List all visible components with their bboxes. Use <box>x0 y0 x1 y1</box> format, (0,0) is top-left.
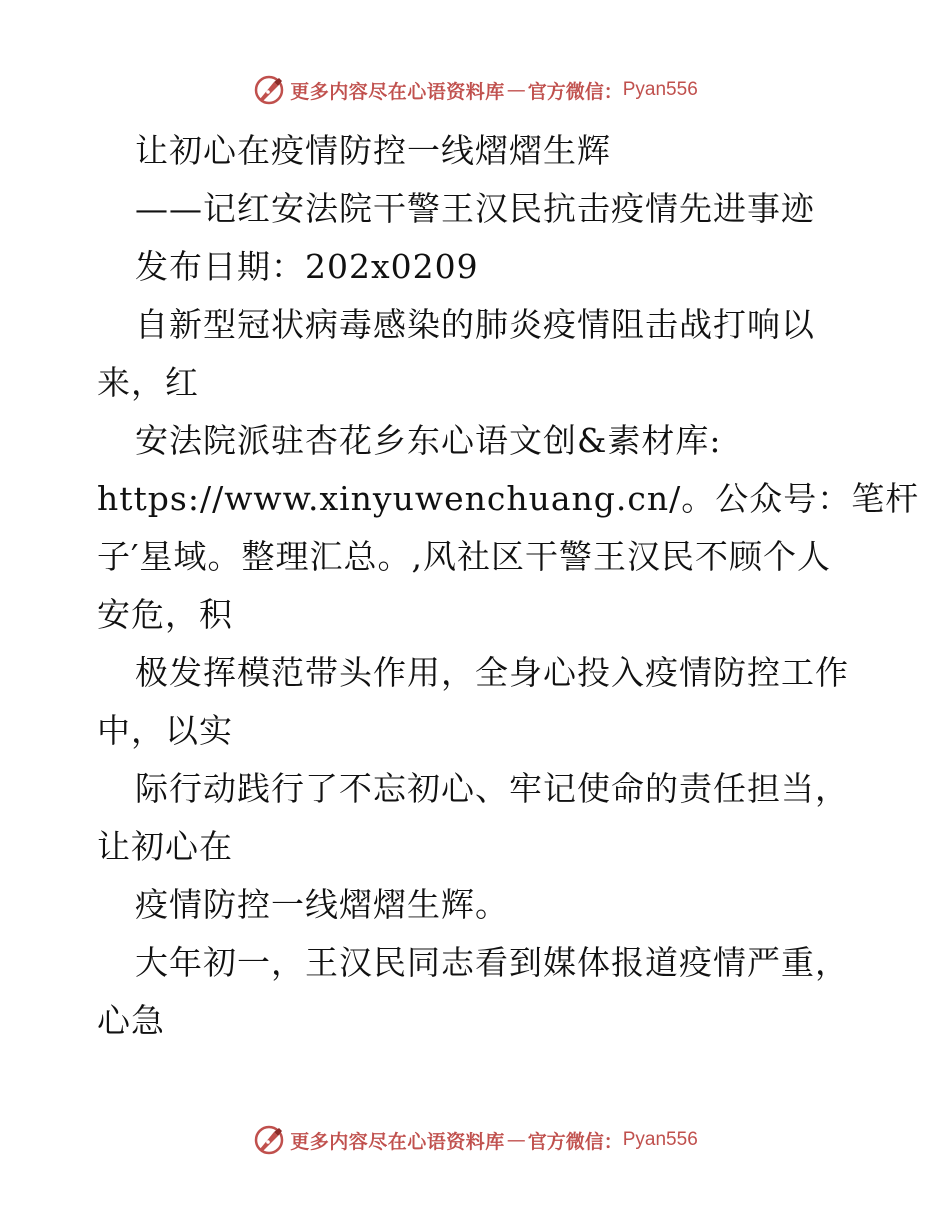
document-body <box>97 122 920 1050</box>
pen-nib-logo-icon <box>252 1123 286 1157</box>
banner-wechat-id: Pyan556 <box>622 1129 698 1150</box>
doc-line-16: 心急 <box>97 1001 165 1040</box>
doc-line-9: 安危，积 <box>97 595 233 634</box>
doc-line-5: 来，红 <box>97 363 199 402</box>
doc-line-8: 子′星域。整理汇总。,风社区干警王汉民不顾个人 <box>97 537 831 576</box>
banner-text: 更多内容尽在心语资料库 <box>290 80 505 103</box>
doc-line-2: ——记红安法院干警王汉民抗击疫情先进事迹 <box>135 189 815 228</box>
footer-banner <box>0 1120 950 1160</box>
banner-wechat-label: 官方微信： <box>527 1130 623 1153</box>
doc-line-1: 让初心在疫情防控一线熠熠生辉 <box>135 131 611 170</box>
banner-text: 更多内容尽在心语资料库 <box>290 1130 505 1153</box>
banner-separator: — <box>506 1129 526 1151</box>
doc-line-3: 发布日期：202x0209 <box>135 247 479 286</box>
doc-line-11: 中，以实 <box>97 711 233 750</box>
doc-line-13: 让初心在 <box>97 827 233 866</box>
doc-line-14: 疫情防控一线熠熠生辉。 <box>135 885 509 924</box>
header-banner <box>0 70 950 110</box>
doc-line-4: 自新型冠状病毒感染的肺炎疫情阻击战打响以 <box>135 305 815 344</box>
doc-line-12: 际行动践行了不忘初心、牢记使命的责任担当， <box>135 769 849 808</box>
banner-wechat-id: Pyan556 <box>622 79 698 100</box>
pen-nib-logo-icon <box>252 73 286 107</box>
banner-wechat-label: 官方微信： <box>527 80 623 103</box>
doc-line-15: 大年初一，王汉民同志看到媒体报道疫情严重， <box>135 943 849 982</box>
doc-line-6: 安法院派驻杏花乡东心语文创&素材库: <box>135 421 722 460</box>
banner-separator: — <box>506 79 526 101</box>
doc-line-7: https://www.xinyuwenchuang.cn/。公众号：笔杆 <box>97 479 920 518</box>
doc-line-10: 极发挥模范带头作用，全身心投入疫情防控工作 <box>135 653 849 692</box>
